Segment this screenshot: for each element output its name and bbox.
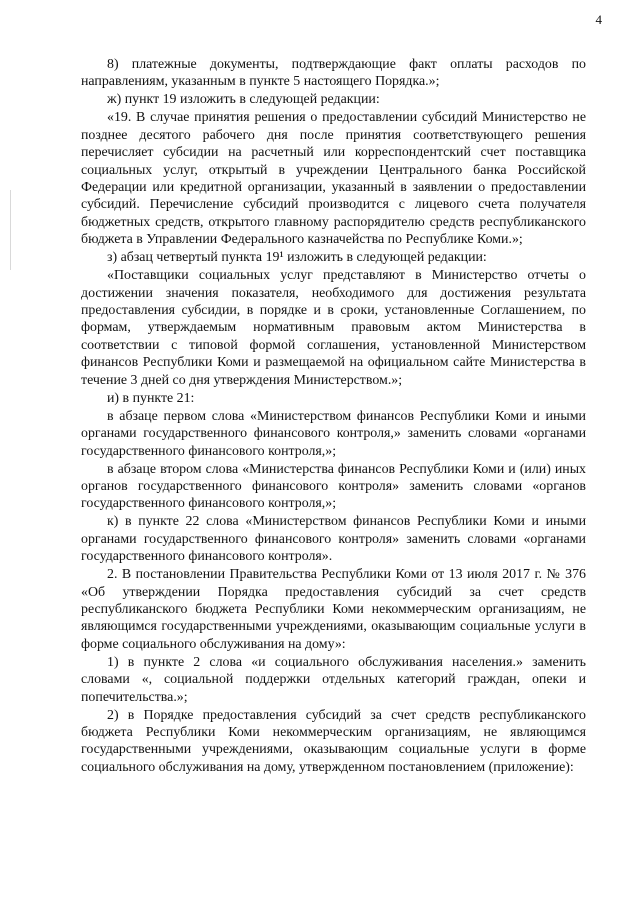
paragraph-abzac-1: в абзаце первом слова «Министерством финансов Республики Коми и иными органами государственного финансового контроля,» заменить словами «органами государственного финансового контроля,»;: [81, 408, 586, 459]
paragraph-z: з) абзац четвертый пункта 19¹ изложить в следующей редакции:: [107, 250, 487, 266]
paragraph-i: и) в пункте 21:: [107, 390, 195, 406]
paragraph-sub-1: 1) в пункте 2 слова «и социального обслуживания населения.» заменить словами «, социальной поддержки отдельных категорий граждан, опеки и попечительства.»;: [81, 654, 586, 705]
paragraph-k: к) в пункте 22 слова «Министерством финансов Республики Коми и иными органами государственного финансового контроля» заменить словами «органами государственного финансового контроля».: [81, 514, 586, 565]
paragraph-point-19: «19. В случае принятия решения о предоставлении субсидий Министерство не позднее десятого рабочего дня после принятия соответствующего решения перечисляет субсидии на расчетный или корреспондентский счет поставщика социальных услуг, открытый в учреждении Центрального банка Российской Федерации или кредитной организации, указанный в заявлении о предоставлении субсидий. Перечисление субсидий производится с лицевого счета получателя бюджетных средств, открытого главному распорядителю средств республиканского бюджета в Управлении Федерального казначейства по Республике Коми.»;: [81, 110, 586, 248]
paragraph-reports: «Поставщики социальных услуг представляют в Министерство отчеты о достижении значения показателя, необходимого для достижения результата предоставления субсидии, в порядке и в сроки, установленные Соглашением, по формам, утверждаемым нормативным правовым актом Министерства в соответствии с типовой формой соглашения, установленной Министерством финансов Республики Коми и размещаемой на официальном сайте Министерства в течение 3 дней со дня утверждения Министерством.»;: [81, 268, 586, 388]
paragraph-abzac-2: в абзаце втором слова «Министерства финансов Республики Коми и (или) иных органов государственного финансового контроля» заменить словами «органов государственного финансового контроля,»;: [81, 461, 586, 512]
page-number: 4: [595, 12, 602, 27]
paragraph-item-8: 8) платежные документы, подтверждающие факт оплаты расходов по направлениям, указанным в пункте 5 настоящего Порядка.»;: [81, 57, 586, 90]
paragraph-section-2: 2. В постановлении Правительства Республики Коми от 13 июля 2017 г. № 376 «Об утверждении Порядка предоставления субсидий за счет средств республиканского бюджета Республики Коми некоммерческим организациям, не являющимся государственными учреждениями, оказывающим социальные услуги в форме социального обслуживания на дому»:: [81, 567, 586, 652]
scan-margin-artifact: [10, 190, 11, 270]
document-body: [81, 56, 586, 777]
paragraph-zh: ж) пункт 19 изложить в следующей редакции:: [107, 92, 380, 108]
paragraph-sub-2: 2) в Порядке предоставления субсидий за счет средств республиканского бюджета Республики Коми некоммерческим организациям, не являющимся государственными учреждениями, оказывающим социальные услуги в форме социального обслуживания на дому, утвержденном постановлением (приложение):: [81, 707, 586, 775]
